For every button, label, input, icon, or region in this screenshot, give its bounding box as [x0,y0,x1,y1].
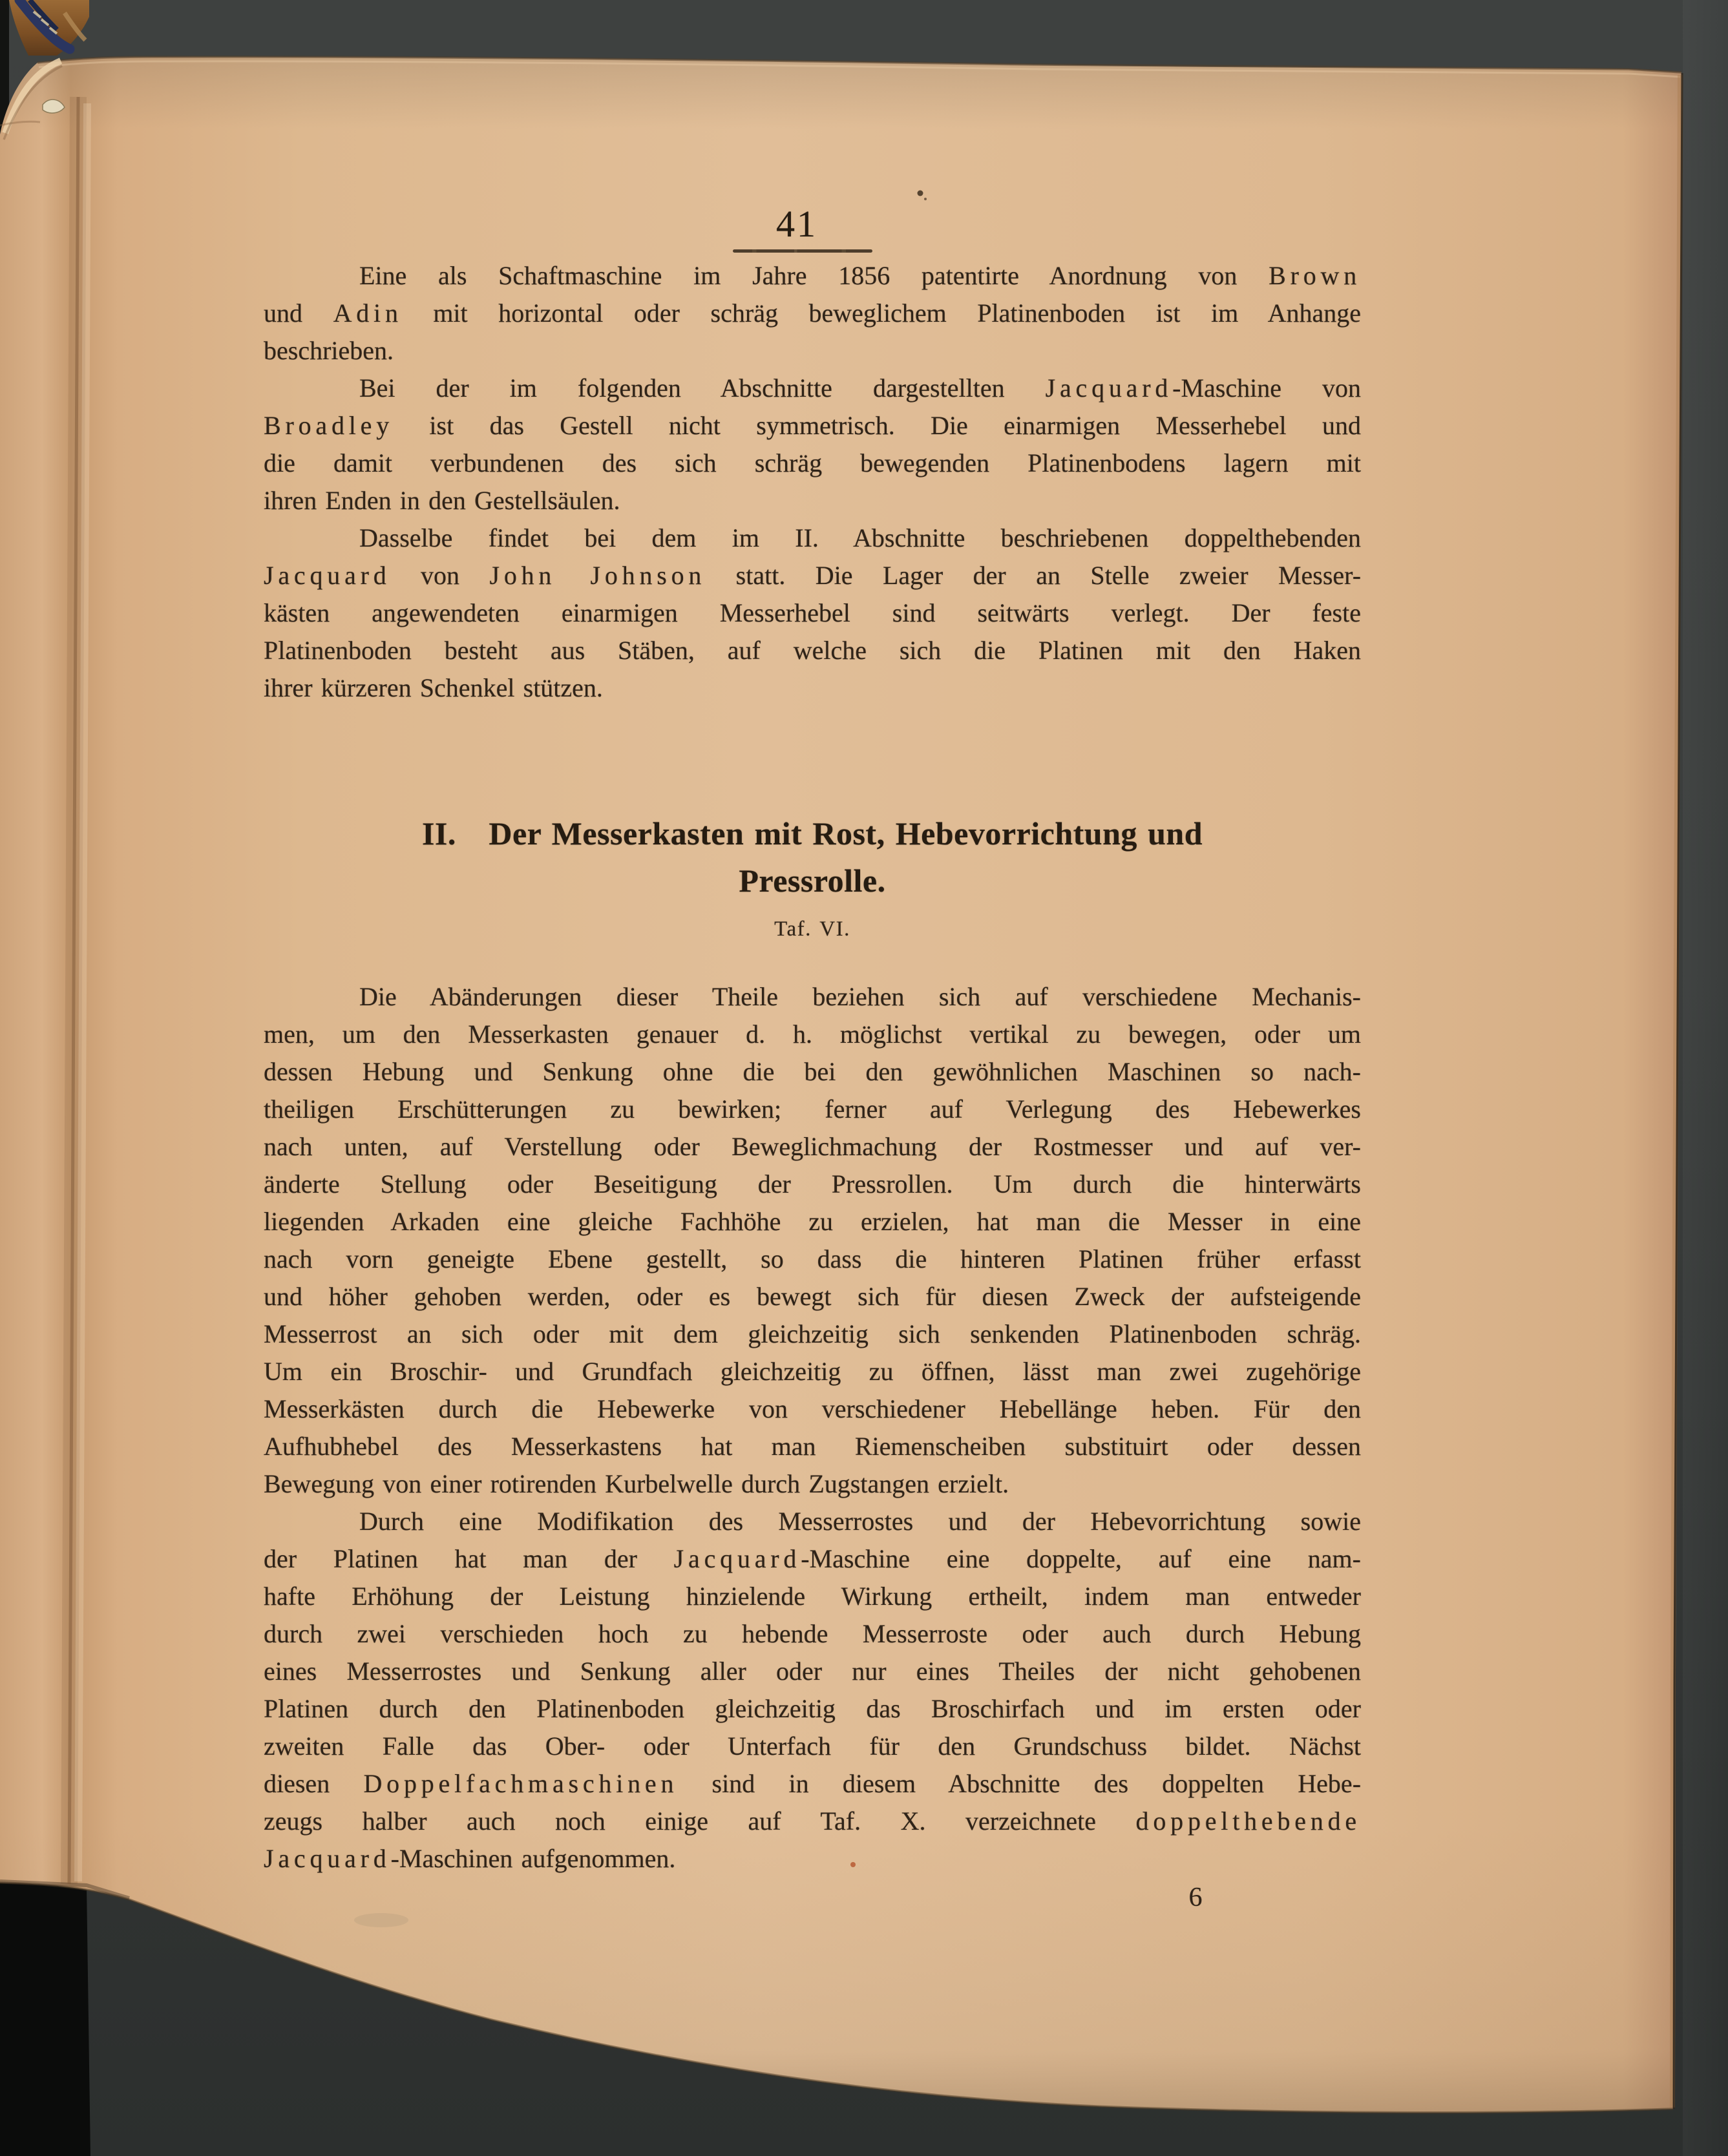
letterspaced-name: John Johnson [489,561,706,590]
paper-smudge [354,1913,408,1927]
text-line: Bei der im folgenden Abschnitte dargestellten Jacquard-Maschine von [359,373,1361,403]
text-line: Eine als Schaftmaschine im Jahre 1856 patentirte Anordnung von Brown [359,261,1361,290]
text-line: nach unten, auf Verstellung oder Beweglichmachung der Rostmesser und auf ver- [264,1132,1361,1161]
body-text [264,257,1361,1878]
page-number-rule [733,249,872,253]
text-line: Die Abänderungen dieser Theile beziehen sich auf verschiedene Mechanis- [359,982,1361,1011]
letterspaced-name: Jacquard [264,1844,391,1873]
text-line: Um ein Broschir- und Grundfach gleichzeitig zu öffnen, lässt man zwei zugehörige [264,1357,1361,1386]
letterspaced-name: Jacquard [264,561,391,590]
signature-mark: 6 [1188,1883,1203,1912]
letterspaced-name: Brown [1269,261,1361,290]
text-line: Messerkästen durch die Hebewerke von verschiedener Hebellänge heben. Für den [264,1394,1361,1423]
text-line: Dasselbe findet bei dem im II. Abschnitte beschriebenen doppelthebenden [359,523,1361,552]
paragraphs-before-heading [264,257,1361,707]
letterspaced-name: Broadley [264,411,394,440]
letterspaced-name: doppelthebende [1135,1806,1361,1836]
text-line: zweiten Falle das Ober- oder Unterfach für den Grundschuss bildet. Nächst [264,1732,1361,1761]
text-line: Jacquard von John Johnson statt. Die Lager der an Stelle zweier Messer- [264,561,1362,590]
text-line: änderte Stellung oder Beseitigung der Pressrollen. Um durch die hinterwärts [264,1169,1361,1198]
letterspaced-name: Doppelfachmaschinen [363,1769,679,1798]
text-line: Platinenboden besteht aus Stäben, auf welche sich die Platinen mit den Haken [264,636,1361,665]
text-line: men, um den Messerkasten genauer d. h. möglichst vertikal zu bewegen, oder um [264,1020,1361,1049]
plate-reference: Taf. VI. [774,917,850,941]
text-line: theiligen Erschütterungen zu bewirken; ferner auf Verlegung des Hebewerkes [264,1094,1361,1124]
text-line: Messerrost an sich oder mit dem gleichzeitig sich senkenden Platinenboden schräg. [264,1319,1361,1348]
text-line: Durch eine Modifikation des Messerrostes und der Hebevorrichtung sowie [359,1507,1361,1536]
text-line: zeugs halber auch noch einige auf Taf. X. verzeichnete doppelthebende [264,1806,1361,1836]
book-edge-shadow [0,1881,90,2156]
text-line: durch zwei verschieden hoch zu hebende Messerroste oder auch durch Hebung [264,1619,1361,1648]
text-line: Platinen durch den Platinenboden gleichzeitig das Broschirfach und im ersten oder [264,1694,1361,1723]
letterspaced-name: Adin [333,298,403,328]
text-line: eines Messerrostes und Senkung aller oder nur eines Theiles der nicht gehobenen [264,1657,1361,1686]
text-line: diesen Doppelfachmaschinen sind in diesem Abschnitte des doppelten Hebe- [264,1769,1362,1798]
section-heading-line1: II. Der Messerkasten mit Rost, Hebevorrichtung und [421,815,1203,852]
page-number: 41 [776,203,817,245]
text-line: und höher gehoben werden, oder es bewegt sich für diesen Zweck der aufsteigende [264,1282,1361,1311]
text-line: Broadley ist das Gestell nicht symmetrisch. Die einarmigen Messerhebel und [264,411,1361,440]
text-line: der Platinen hat man der Jacquard-Maschine eine doppelte, auf eine nam- [264,1544,1361,1573]
text-line: kästen angewendeten einarmigen Messerhebel sind seitwärts verlegt. Der feste [264,598,1361,627]
section-heading-line2: Pressrolle. [739,863,886,899]
paragraphs-after-heading [264,978,1361,1878]
text-line: Bewegung von einer rotirenden Kurbelwelle durch Zugstangen erzielt. [264,1469,1009,1498]
text-line: und Adin mit horizontal oder schräg beweglichem Platinenboden ist im Anhange [264,298,1362,328]
text-line: liegenden Arkaden eine gleiche Fachhöhe zu erzielen, hat man die Messer in eine [264,1207,1361,1236]
text-line: ihrer kürzeren Schenkel stützen. [264,673,603,702]
text-line: Aufhubhebel des Messerkastens hat man Riemenscheiben substituirt oder dessen [264,1432,1361,1461]
text-line: beschrieben. [264,336,394,365]
text-line: Jacquard-Maschinen aufgenommen. [264,1844,676,1873]
letterspaced-name: Jacquard [673,1544,801,1573]
letterspaced-name: Jacquard [1045,373,1173,403]
text-line: hafte Erhöhung der Leistung hinzielende Wirkung ertheilt, indem man entweder [264,1582,1361,1611]
text-line: nach vorn geneigte Ebene gestellt, so dass die hinteren Platinen früher erfasst [264,1244,1361,1273]
text-line: ihren Enden in den Gestellsäulen. [264,486,620,515]
text-line: die damit verbundenen des sich schräg bewegenden Platinenbodens lagern mit [264,448,1361,477]
ink-speck [918,191,923,196]
text-line: dessen Hebung und Senkung ohne die bei den gewöhnlichen Maschinen so nach- [264,1057,1361,1086]
